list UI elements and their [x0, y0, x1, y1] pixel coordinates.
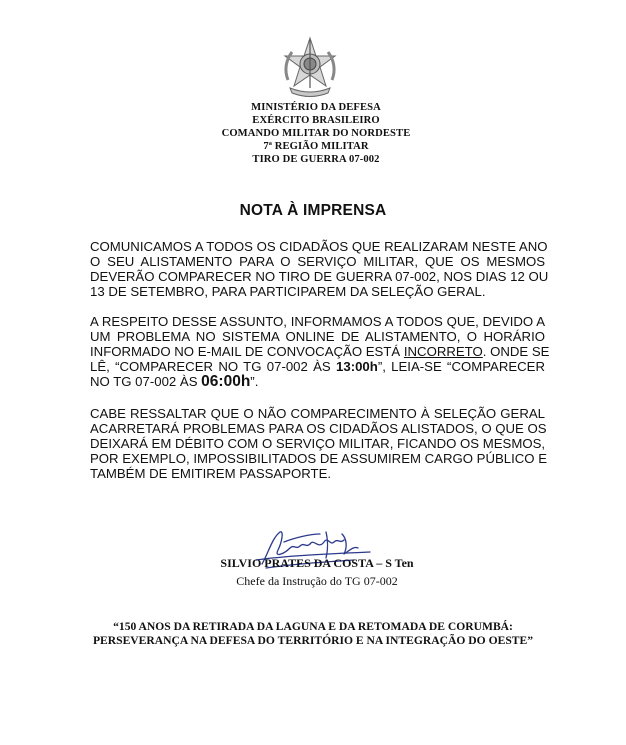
signer-role: Chefe da Instrução do TG 07-002 [236, 574, 398, 588]
paragraph-correction [90, 314, 550, 390]
paragraph-line [90, 344, 550, 359]
paragraph-announcement [90, 239, 549, 299]
institution-header [160, 101, 472, 166]
page-title: NOTA À IMPRENSA [239, 202, 387, 219]
wrong-time-bold: 13:00h [336, 359, 378, 374]
commemorative-motto [60, 620, 566, 648]
brazil-coat-of-arms-icon [280, 36, 340, 100]
paragraph-line: 13 DE SETEMBRO, PARA PARTICIPAREM DA SELEÇÃO GERAL. [90, 284, 486, 299]
incorrect-underlined-text: INCORRETO [403, 344, 483, 359]
motto-line: “150 ANOS DA RETIRADA DA LAGUNA E DA RETOMADA DE CORUMBÁ: [113, 620, 513, 633]
paragraph-line: TAMBÉM DE EMITIREM PASSAPORTE. [90, 466, 332, 481]
text-segment: LÊ, “COMPARECER NO TG 07-002 ÀS [90, 359, 337, 374]
paragraph-line [90, 374, 545, 389]
correct-time-bold: 06:00h [201, 373, 251, 390]
paragraph-line: A RESPEITO DESSE ASSUNTO, INFORMAMOS A TODOS QUE, DEVIDO A [90, 314, 545, 329]
header-line-ministry: MINISTÉRIO DA DEFESA [251, 102, 381, 113]
text-segment: ”, LEIA-SE “COMPARECER [377, 359, 545, 374]
header-line-command: COMANDO MILITAR DO NORDESTE [221, 128, 411, 139]
paragraph-line: CABE RESSALTAR QUE O NÃO COMPARECIMENTO À SELEÇÃO GERAL [90, 406, 545, 421]
paragraph-line: UM PROBLEMA NO SISTEMA ONLINE DE ALISTAMENTO, O HORÁRIO [90, 329, 545, 344]
text-segment: . ONDE SE [482, 344, 550, 359]
header-line-army: EXÉRCITO BRASILEIRO [252, 115, 380, 126]
header-line-unit: TIRO DE GUERRA 07-002 [252, 154, 380, 165]
text-segment: NO TG 07-002 ÀS [90, 374, 202, 389]
text-segment: ”. [250, 374, 259, 389]
paragraph-line: POR EXEMPLO, IMPOSSIBILITADOS DE ASSUMIREM CARGO PÚBLICO E [90, 451, 548, 466]
paragraph-line: O SEU ALISTAMENTO PARA O SERVIÇO MILITAR, QUE OS MESMOS [90, 254, 545, 269]
signer-name: SILVIO PRATES DA COSTA – S Ten [220, 556, 414, 570]
paragraph-line: ACARRETARÁ PROBLEMAS PARA OS CIDADÃOS ALISTADOS, O QUE OS [90, 421, 547, 436]
paragraph-line [90, 359, 545, 374]
motto-line: PERSEVERANÇA NA DEFESA DO TERRITÓRIO E NA INTEGRAÇÃO DO OESTE” [92, 634, 534, 647]
text-segment: INFORMADO NO E-MAIL DE CONVOCAÇÃO ESTÁ [90, 344, 404, 359]
header-line-region: 7ª REGIÃO MILITAR [263, 141, 369, 152]
paragraph-line: DEVERÃO COMPARECER NO TIRO DE GUERRA 07-002, NOS DIAS 12 OU [90, 269, 549, 284]
paragraph-line: DEIXARÁ EM DÉBITO COM O SERVIÇO MILITAR, FICANDO OS MESMOS, [90, 436, 546, 451]
paragraph-warning [90, 406, 548, 481]
paragraph-line: COMUNICAMOS A TODOS OS CIDADÃOS QUE REALIZARAM NESTE ANO [90, 239, 548, 254]
